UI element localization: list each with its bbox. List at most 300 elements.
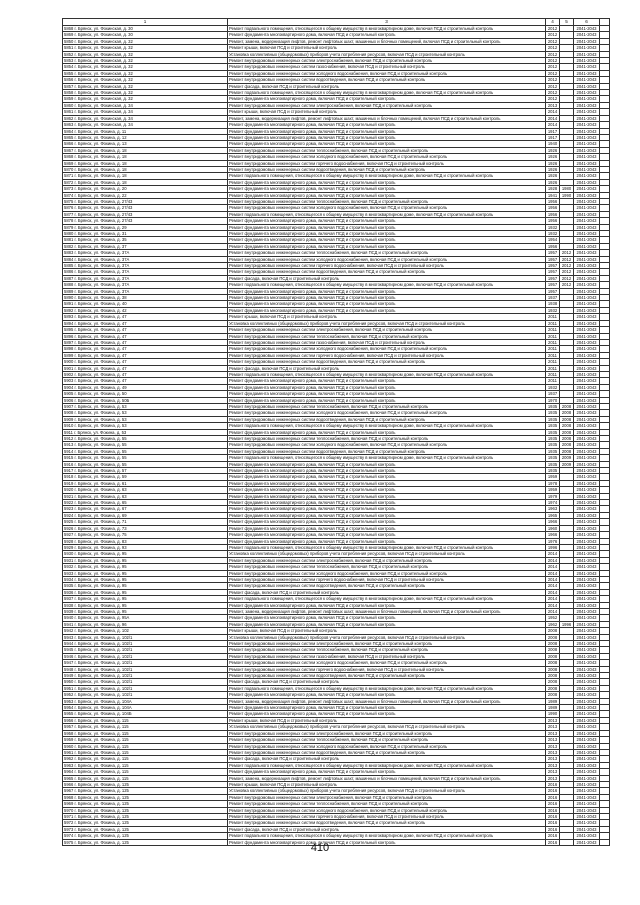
- cell-year-built: 2008: [546, 647, 560, 653]
- cell-period: 2041-2043: [574, 666, 600, 672]
- cell-work-type: Ремонт, замена, модернизация лифтов, ремонт лифтовых шахт, машинных и блочных помещений, включая ПСД и строительный контроль: [228, 115, 546, 121]
- cell-work-type: Ремонт крыши, включая ПСД и строительный контроль: [228, 717, 546, 723]
- row-address: г. Брянск, ул. Фокина, д. 95: [74, 576, 127, 582]
- row-number: 5892: [64, 307, 74, 313]
- row-number: 5863: [64, 122, 74, 128]
- row-address: г. Брянск, ул. Фокина, д. 115: [74, 743, 129, 749]
- cell-period: 2041-2043: [574, 781, 600, 787]
- cell-period: 2041-2043: [574, 211, 600, 217]
- cell-period: 2041-2043: [574, 307, 600, 313]
- cell-work-type: Ремонт фундамента многоквартирного дома, включая ПСД и строительный контроль: [228, 480, 546, 486]
- cell-year-built: 1956: [546, 205, 560, 211]
- cell-year-built: 1957: [546, 256, 560, 262]
- row-address: г. Брянск, ул. Фокина, д. 71: [74, 519, 127, 525]
- row-address: г. Брянск, ул. Фокина, д. 42: [74, 307, 127, 313]
- row-number: 5870: [64, 166, 74, 172]
- cell-year-built: 2016: [546, 820, 560, 826]
- cell-year-built: 2008: [546, 634, 560, 640]
- row-address: г. Брянск, ул. Фокина, д. 65: [74, 500, 127, 506]
- cell-period: 2041-2043: [574, 826, 600, 832]
- cell-year-built: 1941: [546, 192, 560, 198]
- cell-year-built: 1926: [546, 160, 560, 166]
- row-address: г. Брянск, ул. Фокина, д. 53: [74, 416, 127, 422]
- cell-year-built: 2011: [546, 371, 560, 377]
- cell-year-built: 1935: [546, 461, 560, 467]
- row-number: 5852: [64, 51, 74, 57]
- cell-period: 2041-2043: [574, 705, 600, 711]
- row-address: г. Брянск, ул. Фокина, д. 47: [74, 339, 127, 345]
- cell-period: 2041-2043: [574, 186, 600, 192]
- cell-year-built: 1937: [546, 295, 560, 301]
- cell-period: 2041-2043: [574, 423, 600, 429]
- row-number: 5864: [64, 128, 74, 134]
- cell-work-type: Ремонт внутридомовых инженерных систем электроснабжения, включая ПСД и строительный контроль: [228, 641, 546, 647]
- cell-period: 2041-2043: [574, 583, 600, 589]
- cell-year-built: 2013: [546, 717, 560, 723]
- row-number: 5875: [64, 198, 74, 204]
- row-number: 5878: [64, 218, 74, 224]
- cell-work-type: Ремонт крыши, включая ПСД и строительный контроль: [228, 109, 546, 115]
- header-col-work: 3: [228, 19, 546, 26]
- cell-period: 2041-2043: [574, 717, 600, 723]
- row-number: 5907: [64, 403, 74, 409]
- row-number: 5868: [64, 26, 74, 31]
- row-number: 5946: [64, 653, 74, 659]
- row-address: г. Брянск, ул. Фокина, д. 47: [74, 365, 127, 371]
- cell-work-type: Ремонт подвального помещения, относящегося к общему имуществу в многоквартирном доме, включая ПСД и строительный контроль: [228, 544, 546, 550]
- cell-work-type: Ремонт внутридомовых инженерных систем газоснабжения, включая ПСД и строительный контроль: [228, 64, 546, 70]
- cell-work-type: Ремонт внутридомовых инженерных систем водоотведения, включая ПСД и строительный контроль: [228, 359, 546, 365]
- cell-year-built: 2014: [546, 608, 560, 614]
- row-address: г. Брянск, ул. Фокина, д. 27/43: [74, 198, 133, 204]
- cell-period: 2041-2043: [574, 346, 600, 352]
- row-number: 5937: [64, 596, 74, 602]
- cell-period: 2041-2043: [574, 378, 600, 384]
- cell-work-type: Установка коллективных (общедомовых) приборов учета потребления ресурсов, включая ПСД и строительный контроль: [228, 724, 546, 730]
- row-address: г. Брянск, ул. Фокина, д. 47: [74, 371, 127, 377]
- cell-year-repair: 2008: [560, 448, 574, 454]
- cell-year-built: 2012: [546, 51, 560, 57]
- cell-period: 2041-2043: [574, 628, 600, 634]
- cell-period: 2041-2043: [574, 615, 600, 621]
- cell-work-type: Ремонт фундамента многоквартирного дома, включая ПСД и строительный контроль: [228, 532, 546, 538]
- cell-period: 2041-2043: [574, 634, 600, 640]
- cell-year-built: 2012: [546, 26, 560, 32]
- row-address: г. Брянск, ул. Фокина, д. 102: [74, 628, 129, 634]
- cell-period: 2041-2043: [574, 480, 600, 486]
- header-col-address: 1: [63, 19, 228, 26]
- cell-work-type: Установка коллективных (общедомовых) приборов учета потребления ресурсов, включая ПСД и строительный контроль: [228, 551, 546, 557]
- row-address: г. Брянск, ул. Фокина, д. 37А: [74, 275, 130, 281]
- cell-work-type: Установка коллективных (общедомовых) приборов учета потребления ресурсов, включая ПСД и строительный контроль: [228, 320, 546, 326]
- cell-period: 2041-2043: [574, 448, 600, 454]
- cell-year-built: 2011: [546, 327, 560, 333]
- cell-year-built: 2016: [546, 801, 560, 807]
- cell-work-type: Ремонт фундамента многоквартирного дома, включая ПСД и строительный контроль: [228, 493, 546, 499]
- cell-work-type: Ремонт внутридомовых инженерных систем водоотведения, включая ПСД и строительный контроль: [228, 269, 546, 275]
- row-number: 5954: [64, 705, 74, 711]
- row-address: г. Брянск, ул. Фокина, д. 95: [74, 589, 127, 595]
- cell-period: 2041-2043: [574, 532, 600, 538]
- cell-work-type: Ремонт фундамента многоквартирного дома, включая ПСД и строительный контроль: [228, 769, 546, 775]
- cell-work-type: Ремонт подвального помещения, относящегося к общему имуществу в многоквартирном доме, включая ПСД и строительный контроль: [228, 282, 546, 288]
- row-address: г. Брянск, ул. Фокина, д. 104А: [74, 698, 132, 704]
- row-address: г. Брянск, ул. Фокина, д. 37А: [74, 263, 130, 269]
- cell-work-type: Ремонт подвального помещения, относящегося к общему имуществу в многоквартирном доме, включая ПСД и строительный контроль: [228, 596, 546, 602]
- cell-year-built: 2008: [546, 660, 560, 666]
- cell-period: 2041-2043: [574, 730, 600, 736]
- row-address: г. Брянск, ул. Фокина, д. 75: [74, 532, 127, 538]
- row-number: 5948: [64, 666, 74, 672]
- cell-period: 2041-2043: [574, 384, 600, 390]
- row-number: 5856: [64, 77, 74, 83]
- cell-year-built: 2016: [546, 833, 560, 839]
- cell-work-type: Ремонт фундамента многоквартирного дома, включая ПСД и строительный контроль: [228, 692, 546, 698]
- row-address: г. Брянск, ул. Фокина, д. 69: [74, 512, 127, 518]
- row-address: г. Брянск, ул. Фокина, д. 18: [74, 147, 127, 153]
- cell-work-type: Ремонт внутридомовых инженерных систем холодного водоснабжения, включая ПСД и строительный контроль: [228, 256, 546, 262]
- row-address: г. Брянск, ул. Фокина, д. 47: [74, 378, 127, 384]
- cell-period: 2041-2043: [574, 493, 600, 499]
- cell-year-repair: 2009: [560, 455, 574, 461]
- cell-year-built: 2008: [546, 653, 560, 659]
- cell-year-built: 1957: [546, 288, 560, 294]
- cell-year-built: 2008: [546, 673, 560, 679]
- cell-year-built: 2013: [546, 762, 560, 768]
- cell-period: 2041-2043: [574, 416, 600, 422]
- cell-period: 2041-2043: [574, 564, 600, 570]
- cell-year-repair: 2012: [560, 263, 574, 269]
- row-address: г. Брянск, ул. Фокина, д. 104А: [74, 705, 132, 711]
- row-number: 5914: [64, 448, 74, 454]
- row-address: г. Брянск, ул. Фокина, д. 27/43: [74, 218, 133, 224]
- row-number: 5876: [64, 205, 74, 211]
- cell-year-built: 1935: [546, 455, 560, 461]
- cell-period: 2041-2043: [574, 102, 600, 108]
- row-address: г. Брянск, ул. Фокина, д. 37А: [74, 282, 130, 288]
- row-address: г. Брянск, ул. Фокинская, д. 32: [74, 90, 133, 96]
- cell-period: 2041-2043: [574, 794, 600, 800]
- cell-work-type: Ремонт внутридомовых инженерных систем теплоснабжения, включая ПСД и строительный контроль: [228, 250, 546, 256]
- cell-work-type: Ремонт фасада, включая ПСД и строительный контроль: [228, 679, 546, 685]
- cell-period: 2041-2043: [574, 134, 600, 140]
- cell-period: 2041-2043: [574, 166, 600, 172]
- row-number: 5896: [64, 333, 74, 339]
- row-number: 5919: [64, 480, 74, 486]
- cell-work-type: Ремонт внутридомовых инженерных систем водоотведения, включая ПСД и строительный контроль: [228, 166, 546, 172]
- row-address: г. Брянск, ул. Фокина, д. 63: [74, 493, 127, 499]
- cell-work-type: Ремонт внутридомовых инженерных систем теплоснабжения, включая ПСД и строительный контроль: [228, 333, 546, 339]
- cell-year-built: 1978: [546, 480, 560, 486]
- row-number: 5910: [64, 423, 74, 429]
- cell-year-built: 1957: [546, 250, 560, 256]
- row-address: г. Брянск, ул. Фокинская, д. 32: [74, 38, 133, 44]
- row-number: 5877: [64, 211, 74, 217]
- cell-work-type: Ремонт, замена, модернизация лифтов, ремонт лифтовых шахт, машинных и блочных помещений, включая ПСД и строительный контроль: [228, 698, 546, 704]
- row-number: 5904: [64, 384, 74, 390]
- cell-year-built: 1959: [546, 474, 560, 480]
- cell-period: 2041-2043: [574, 58, 600, 64]
- cell-year-built: 2011: [546, 333, 560, 339]
- row-number: 5936: [64, 589, 74, 595]
- cell-work-type: Ремонт фасада, включая ПСД и строительный контроль: [228, 275, 546, 281]
- row-address: г. Брянск, ул. Фокинская, д. 34: [74, 102, 133, 108]
- row-number: 5913: [64, 442, 74, 448]
- cell-year-repair: 2008: [560, 429, 574, 435]
- row-number: 5941: [64, 621, 74, 627]
- row-number: 5880: [64, 231, 74, 236]
- row-address: г. Брянск, ул. Фокина, д. 125: [74, 788, 129, 794]
- cell-year-built: 2012: [546, 96, 560, 102]
- row-number: 5974: [64, 833, 74, 839]
- cell-period: 2041-2043: [574, 83, 600, 89]
- cell-year-repair: 2012: [560, 275, 574, 281]
- cell-year-built: 2008: [546, 666, 560, 672]
- cell-period: 2041-2043: [574, 403, 600, 409]
- cell-work-type: Ремонт внутридомовых инженерных систем теплоснабжения, включая ПСД и строительный контроль: [228, 801, 546, 807]
- cell-year-built: 1935: [546, 468, 560, 474]
- row-address: г. Брянск, ул. Фокина, д. 102/1: [74, 673, 133, 679]
- row-number: 5966: [64, 781, 74, 787]
- cell-year-built: 2016: [546, 788, 560, 794]
- cell-period: 2041-2043: [574, 570, 600, 576]
- cell-year-built: 2014: [546, 596, 560, 602]
- row-number: 5951: [64, 685, 74, 691]
- row-number: 5889: [64, 288, 74, 294]
- row-number: 5957: [64, 724, 74, 730]
- row-number: 5922: [64, 500, 74, 506]
- cell-work-type: Ремонт внутридомовых инженерных систем горячего водоснабжения, включая ПСД и строительный контроль: [228, 352, 546, 358]
- cell-year-built: 1935: [546, 410, 560, 416]
- cell-period: 2041-2043: [574, 647, 600, 653]
- cell-period: 2041-2043: [574, 288, 600, 294]
- cell-period: 2041-2043: [574, 455, 600, 461]
- row-address: г. Брянск, ул. Фокинская, д. 32: [74, 77, 133, 83]
- cell-year-built: 2012: [546, 38, 560, 44]
- row-address: г. Брянск, ул. Фокина, д. 18: [74, 154, 127, 160]
- cell-period: 2041-2043: [574, 250, 600, 256]
- cell-work-type: Ремонт подвального помещения, относящегося к общему имуществу в многоквартирном доме, включая ПСД и строительный контроль: [228, 762, 546, 768]
- header-col-period: 6: [574, 19, 600, 26]
- cell-year-built: 1935: [546, 423, 560, 429]
- cell-year-built: 1989: [546, 705, 560, 711]
- row-address: г. Брянск, ул. Фокина, д. 18: [74, 166, 127, 172]
- cell-year-built: 1974: [546, 500, 560, 506]
- row-number: 5885: [64, 263, 74, 269]
- cell-period: 2041-2043: [574, 621, 600, 627]
- cell-work-type: Ремонт фундамента многоквартирного дома, включая ПСД и строительный контроль: [228, 615, 546, 621]
- row-address: г. Брянск, ул. Фокина, д. 115: [74, 717, 129, 723]
- cell-work-type: Ремонт внутридомовых инженерных систем холодного водоснабжения, включая ПСД и строительный контроль: [228, 154, 546, 160]
- cell-period: 2041-2043: [574, 685, 600, 691]
- cell-period: 2041-2043: [574, 301, 600, 307]
- row-address: г. Брянск, ул. Фокина, д. 95: [74, 570, 127, 576]
- cell-year-built: 1926: [546, 166, 560, 172]
- cell-period: 2041-2043: [574, 109, 600, 115]
- cell-work-type: Ремонт, замена, модернизация лифтов, ремонт лифтовых шахт, машинных и блочных помещений, включая ПСД и строительный контроль: [228, 608, 546, 614]
- cell-period: 2041-2043: [574, 788, 600, 794]
- row-number: 5968: [64, 794, 74, 800]
- row-address: г. Брянск, ул. Фокина, д. 31: [74, 231, 127, 236]
- cell-year-built: 2014: [546, 122, 560, 128]
- cell-year-built: 2012: [546, 90, 560, 96]
- cell-period: 2041-2043: [574, 487, 600, 493]
- cell-work-type: Ремонт внутридомовых инженерных систем газоснабжения, включая ПСД и строительный контроль: [228, 339, 546, 345]
- row-number: 5934: [64, 576, 74, 582]
- row-number: 5950: [64, 679, 74, 685]
- row-address: г. Брянск, ул. Фокина, д. 95А: [74, 615, 130, 621]
- cell-year-built: 2014: [546, 583, 560, 589]
- row-address: г. Брянск, ул. Фокина, д. 125: [74, 826, 129, 832]
- cell-period: 2041-2043: [574, 173, 600, 179]
- cell-period: 2041-2043: [574, 192, 600, 198]
- row-number: 5971: [64, 813, 74, 819]
- cell-work-type: Ремонт фундамента многоквартирного дома, включая ПСД и строительный контроль: [228, 487, 546, 493]
- cell-period: 2041-2043: [574, 122, 600, 128]
- row-address: г. Брянск, ул. Фокина, д. 115: [74, 724, 129, 730]
- row-number: 5865: [64, 134, 74, 140]
- cell-year-built: 2008: [546, 685, 560, 691]
- cell-work-type: Ремонт фундамента многоквартирного дома, включая ПСД и строительный контроль: [228, 839, 546, 845]
- row-address: г. Брянск, ул. Фокинская, д. 32: [74, 58, 133, 64]
- row-address: г. Брянск, ул. Фокинская, д. 32: [74, 83, 133, 89]
- row-number: 5967: [64, 788, 74, 794]
- page-number: 410: [310, 842, 330, 854]
- cell-year-built: 2011: [546, 365, 560, 371]
- cell-year-built: 2011: [546, 314, 560, 320]
- cell-year-built: 2014: [546, 115, 560, 121]
- row-address: г. Брянск, ул. Фокина, д. 37А: [74, 269, 130, 275]
- row-address: г. Брянск, ул. Фокина, д. 104Б: [74, 711, 132, 717]
- row-address: г. Брянск, ул. Фокина, д. 102/1: [74, 692, 133, 698]
- cell-work-type: Ремонт фундамента многоквартирного дома, включая ПСД и строительный контроль: [228, 122, 546, 128]
- row-number: 5884: [64, 256, 74, 262]
- cell-year-built: 2013: [546, 102, 560, 108]
- row-address: г. Брянск, ул. Фокина, д. 102/1: [74, 679, 133, 685]
- cell-year-repair: 2008: [560, 416, 574, 422]
- cell-work-type: Ремонт фундамента многоквартирного дома, включая ПСД и строительный контроль: [228, 519, 546, 525]
- cell-year-built: 1935: [546, 448, 560, 454]
- cell-year-repair: 1980: [560, 186, 574, 192]
- cell-year-built: 2014: [546, 576, 560, 582]
- row-address: г. Брянск, ул. Фокина, д. 27/43: [74, 211, 133, 217]
- row-address: г. Брянск, ул. Фокина, д. 37А: [74, 250, 130, 256]
- row-number: 5887: [64, 275, 74, 281]
- cell-work-type: Ремонт внутридомовых инженерных систем холодного водоснабжения, включая ПСД и строительный контроль: [228, 205, 546, 211]
- cell-year-built: 1996: [546, 544, 560, 550]
- cell-work-type: Ремонт внутридомовых инженерных систем водоотведения, включая ПСД и строительный контроль: [228, 448, 546, 454]
- cell-period: 2041-2043: [574, 320, 600, 326]
- cell-work-type: Установка коллективных (общедомовых) приборов учета потребления ресурсов, включая ПСД и строительный контроль: [228, 51, 546, 57]
- row-address: г. Брянск, ул. Фокина, д. 53: [74, 423, 127, 429]
- row-address: г. Брянск, ул. Фокинская, д. 34: [74, 122, 133, 128]
- cell-period: 2041-2043: [574, 724, 600, 730]
- row-number: 5961: [64, 749, 74, 755]
- cell-work-type: Ремонт фасада, включая ПСД и строительный контроль: [228, 589, 546, 595]
- cell-period: 2041-2043: [574, 429, 600, 435]
- cell-period: 2041-2043: [574, 205, 600, 211]
- cell-work-type: Ремонт, замена, модернизация лифтов, ремонт лифтовых шахт, машинных и блочных помещений, включая ПСД и строительный контроль: [228, 38, 546, 44]
- cell-work-type: Ремонт внутридомовых инженерных систем холодного водоснабжения, включая ПСД и строительный контроль: [228, 743, 546, 749]
- row-number: 5912: [64, 436, 74, 441]
- row-number: 5969: [64, 801, 74, 807]
- row-address: г. Брянск, ул. Фокина, д. 95: [74, 608, 127, 614]
- row-number: 5897: [64, 339, 74, 345]
- row-address: г. Брянск, ул. Фокина, д. 55: [74, 461, 127, 467]
- cell-period: 2041-2043: [574, 660, 600, 666]
- row-number: 5932: [64, 564, 74, 570]
- cell-period: 2041-2043: [574, 474, 600, 480]
- cell-period: 2041-2043: [574, 352, 600, 358]
- row-address: г. Брянск, ул. Фокина, д. 53: [74, 429, 127, 435]
- cell-work-type: Ремонт фундамента многоквартирного дома, включая ПСД и строительный контроль: [228, 621, 546, 627]
- cell-work-type: Ремонт крыши, включая ПСД и строительный контроль: [228, 781, 546, 787]
- row-number: 5893: [64, 314, 74, 320]
- row-address: г. Брянск, ул. Фокина, д. 125: [74, 807, 129, 813]
- row-number: 5943: [64, 634, 74, 640]
- cell-period: 2041-2043: [574, 218, 600, 224]
- row-address: г. Брянск, ул. Фокина, д. 102/1: [74, 653, 133, 659]
- row-number: 5920: [64, 487, 74, 493]
- cell-period: 2041-2043: [574, 807, 600, 813]
- cell-work-type: Ремонт подвального помещения, относящегося к общему имуществу в многоквартирном доме, включая ПСД и строительный контроль: [228, 173, 546, 179]
- cell-work-type: Ремонт фундамента многоквартирного дома, включая ПСД и строительный контроль: [228, 384, 546, 390]
- cell-work-type: Ремонт фундамента многоквартирного дома, включая ПСД и строительный контроль: [228, 705, 546, 711]
- cell-period: 2041-2043: [574, 90, 600, 96]
- cell-work-type: Ремонт внутридомовых инженерных систем горячего водоснабжения, включая ПСД и строительный контроль: [228, 576, 546, 582]
- row-address: г. Брянск, ул. Фокина, д. 63: [74, 487, 127, 493]
- cell-work-type: Ремонт внутридомовых инженерных систем электроснабжения, включая ПСД и строительный контроль: [228, 58, 546, 64]
- cell-year-built: 2012: [546, 64, 560, 70]
- cell-work-type: Ремонт фундамента многоквартирного дома, включая ПСД и строительный контроль: [228, 186, 546, 192]
- cell-year-built: 2012: [546, 70, 560, 76]
- cell-period: 2041-2043: [574, 275, 600, 281]
- cell-period: 2041-2043: [574, 198, 600, 204]
- cell-period: 2041-2043: [574, 38, 600, 44]
- cell-period: 2041-2043: [574, 679, 600, 685]
- row-address: г. Брянск, ул. Фокина, д. 22: [74, 192, 127, 198]
- cell-work-type: Ремонт внутридомовых инженерных систем холодного водоснабжения, включая ПСД и строительный контроль: [228, 70, 546, 76]
- cell-year-built: 2012: [546, 77, 560, 83]
- cell-period: 2041-2043: [574, 359, 600, 365]
- cell-year-built: 2011: [546, 359, 560, 365]
- cell-year-built: 1937: [546, 391, 560, 397]
- cell-period: 2041-2043: [574, 77, 600, 83]
- cell-work-type: Ремонт подвального помещения, относящегося к общему имуществу в многоквартирном доме, включая ПСД и строительный контроль: [228, 685, 546, 691]
- row-address: г. Брянск, ул. Фокина, д. 95: [74, 564, 127, 570]
- row-number: 5873: [64, 186, 74, 192]
- cell-period: 2041-2043: [574, 397, 600, 403]
- row-number: 5925: [64, 519, 74, 525]
- cell-work-type: Ремонт крыши, включая ПСД и строительный контроль: [228, 314, 546, 320]
- cell-work-type: Ремонт внутридомовых инженерных систем водоотведения, включая ПСД и строительный контроль: [228, 77, 546, 83]
- row-address: г. Брянск, ул. Фокина, д. 29: [74, 224, 127, 230]
- row-address: г. Брянск, ул. Фокина, д. 50Б: [74, 397, 130, 403]
- row-address: г. Брянск, ул. Фокина, д. 35: [74, 237, 127, 243]
- row-address: г. Брянск, ул. Фокина, д. 13: [74, 141, 127, 147]
- cell-work-type: Ремонт фундамента многоквартирного дома, включая ПСД и строительный контроль: [228, 397, 546, 403]
- capital-repair-table: [62, 18, 610, 846]
- row-address: г. Брянск, ул. Фокина, д. 37: [74, 243, 127, 249]
- row-address: г. Брянск, ул. Фокинская, д. 34: [74, 109, 133, 115]
- cell-work-type: Ремонт внутридомовых инженерных систем горячего водоснабжения, включая ПСД и строительный контроль: [228, 160, 546, 166]
- row-address: г. Брянск, ул. Фокина, д. 47: [74, 346, 127, 352]
- row-address: г. Брянск, ул. Фокинская, д. 30: [74, 26, 133, 31]
- cell-year-built: 1917: [546, 128, 560, 134]
- row-number: 5935: [64, 583, 74, 589]
- header-col-start: 5: [560, 19, 574, 26]
- cell-work-type: Ремонт внутридомовых инженерных систем теплоснабжения, включая ПСД и строительный контроль: [228, 647, 546, 653]
